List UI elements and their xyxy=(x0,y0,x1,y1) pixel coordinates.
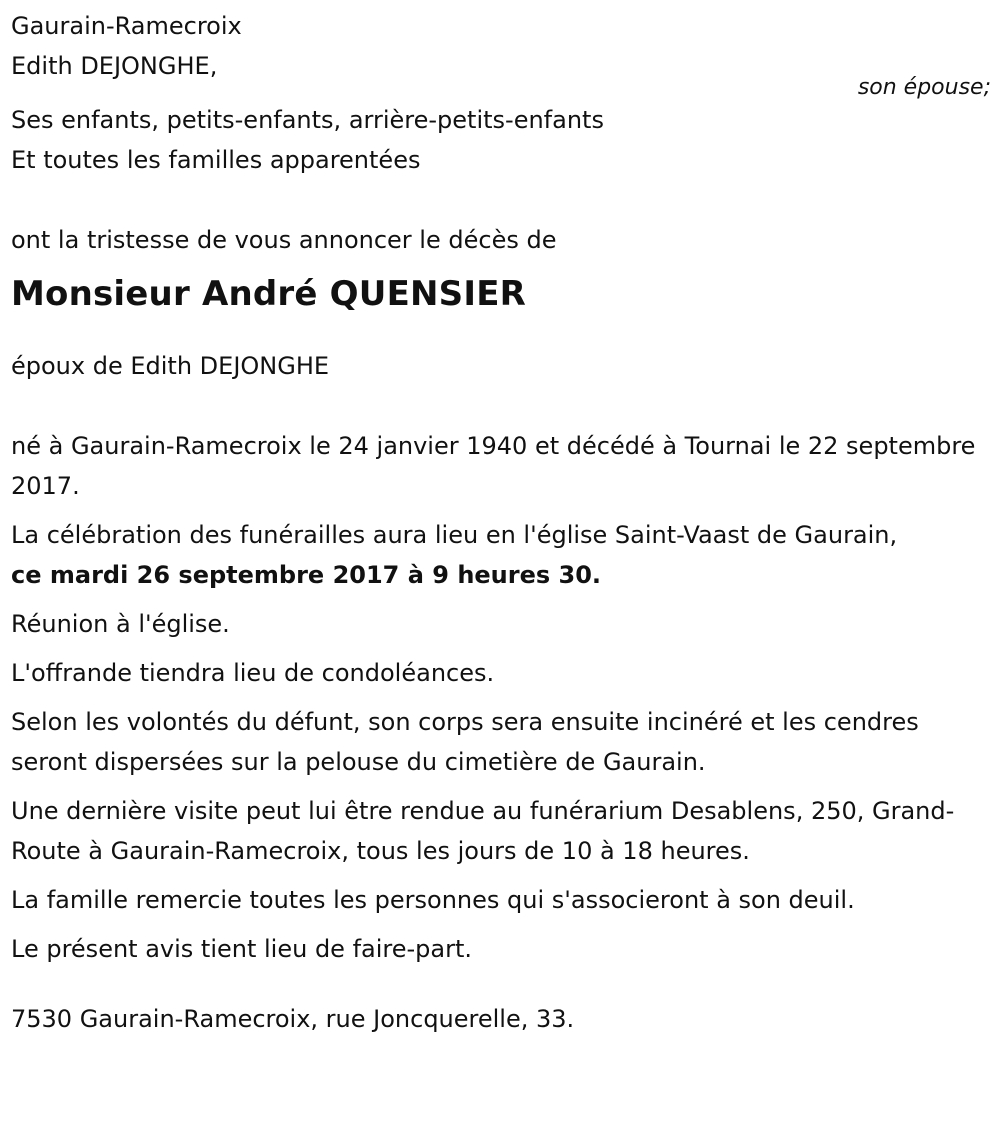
funeral-datetime: ce mardi 26 septembre 2017 à 9 heures 30. xyxy=(11,561,602,589)
offering-text: L'offrande tiendra lieu de condoléances. xyxy=(11,659,495,687)
visit-text: Une dernière visite peut lui être rendue au funérarium Desablens, 250, Grand-Route à Gaurain-Ramecroix, tous les jours de 10 à 18 heures. xyxy=(11,797,955,865)
funeral-paragraph xyxy=(11,515,991,595)
notice-text: Le présent avis tient lieu de faire-part. xyxy=(11,935,473,963)
spouse-role: son épouse; xyxy=(857,75,991,100)
family-line-2: Et toutes les familles apparentées xyxy=(11,146,421,174)
spouse-of-text: époux de Edith DEJONGHE xyxy=(11,352,330,380)
obituary-document xyxy=(11,6,991,1039)
funeral-text: La célébration des funérailles aura lieu en l'église Saint-Vaast de Gaurain, xyxy=(11,521,898,549)
spouse-row xyxy=(11,46,991,100)
family-line-1: Ses enfants, petits-enfants, arrière-petits-enfants xyxy=(11,106,604,134)
town-heading: Gaurain-Ramecroix xyxy=(11,12,242,40)
cremation-text: Selon les volontés du défunt, son corps sera ensuite incinéré et les cendres seront dispersées sur la pelouse du cimetière de Gaurain. xyxy=(11,708,919,776)
thanks-text: La famille remercie toutes les personnes qui s'associeront à son deuil. xyxy=(11,886,855,914)
deceased-name: Monsieur André QUENSIER xyxy=(11,274,527,314)
spouse-name: Edith DEJONGHE, xyxy=(11,52,218,80)
family-address: 7530 Gaurain-Ramecroix, rue Joncquerelle, 33. xyxy=(11,1005,575,1033)
meeting-text: Réunion à l'église. xyxy=(11,610,230,638)
birth-death-text: né à Gaurain-Ramecroix le 24 janvier 1940 et décédé à Tournai le 22 septembre 2017. xyxy=(11,432,976,500)
announcement-text: ont la tristesse de vous annoncer le décès de xyxy=(11,226,557,254)
